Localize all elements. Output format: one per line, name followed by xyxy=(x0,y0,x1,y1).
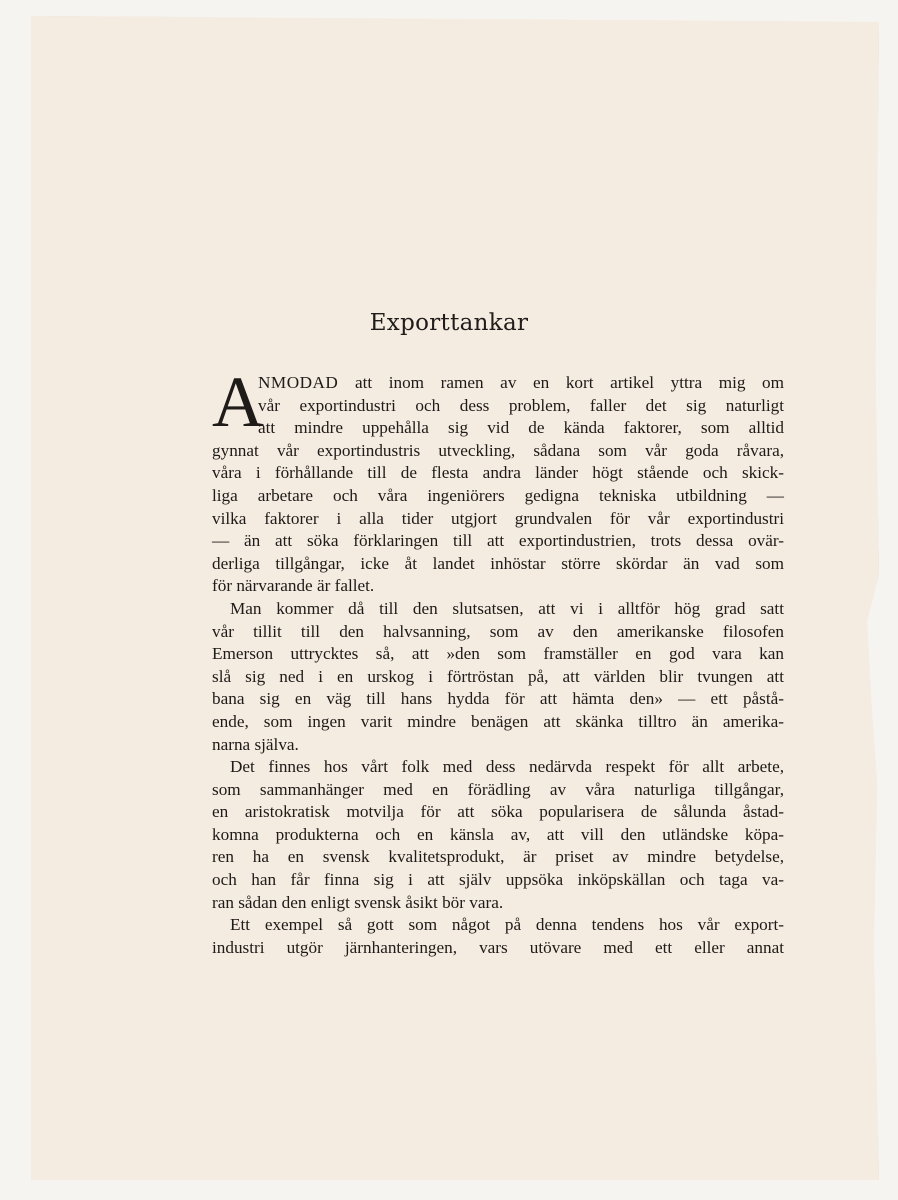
text-line: industri utgör järnhanteringen, vars utövare med ett eller annat xyxy=(212,937,784,957)
text-line: Emerson uttrycktes så, att »den som framställer en god vara kan xyxy=(212,644,784,664)
text-line: bana sig en väg till hans hydda för att hämta den» — ett påstå- xyxy=(212,689,784,709)
text-line: ran sådan den enligt svensk åsikt bör vara. xyxy=(212,892,504,912)
text-line: en aristokratisk motvilja för att söka popularisera de sålunda åstad- xyxy=(212,802,784,822)
text-line: Det finnes hos vårt folk med dess nedärvda respekt för allt arbete, xyxy=(230,757,784,777)
text-line: som sammanhänger med en förädling av våra naturliga tillgångar, xyxy=(212,779,784,799)
text-line: gynnat vår exportindustris utveckling, sådana som vår goda råvara, xyxy=(212,440,784,460)
text-line: slå sig ned i en urskog i förtröstan på, att världen blir tvungen att xyxy=(212,666,784,686)
text-line: och han får finna sig i att själv uppsöka inköpskällan och taga va- xyxy=(212,870,784,890)
text-line: narna själva. xyxy=(212,734,299,754)
text-line: Man kommer då till den slutsatsen, att vi i alltför hög grad satt xyxy=(230,598,784,618)
text-line: — än att söka förklaringen till att exportindustrien, trots dessa ovär- xyxy=(212,531,784,551)
text-line: NMODAD att inom ramen av en kort artikel yttra mig om xyxy=(258,373,784,392)
paragraph-3 xyxy=(212,756,784,914)
text-line: Ett exempel så gott som något på denna tendens hos vår export- xyxy=(230,915,784,935)
text-line: våra i förhållande till de flesta andra länder högt stående och skick- xyxy=(212,463,784,483)
text-line: för närvarande är fallet. xyxy=(212,576,375,596)
drop-cap: A xyxy=(212,362,264,442)
article-body xyxy=(212,362,784,959)
text-line: derliga tillgångar, icke åt landet inhöstar större skördar än vad som xyxy=(212,553,784,573)
text-line: vår exportindustri och dess problem, faller det sig naturligt xyxy=(258,395,784,415)
text-line: komna produkterna och en känsla av, att vill den utländske köpa- xyxy=(212,824,784,844)
paragraph-1 xyxy=(212,362,784,598)
text-line: att mindre uppehålla sig vid de kända faktorer, som alltid xyxy=(258,418,784,438)
text-line: ende, som ingen varit mindre benägen att skänka tilltro än amerika- xyxy=(212,711,784,731)
text-line: vilka faktorer i alla tider utgjort grundvalen för vår exportindustri xyxy=(212,508,784,528)
text-line: liga arbetare och våra ingeniörers gedigna tekniska utbildning — xyxy=(212,485,784,505)
text-line: ren ha en svensk kvalitetsprodukt, är priset av mindre betydelse, xyxy=(212,847,784,867)
page-title: Exporttankar xyxy=(369,310,529,336)
text-line: vår tillit till den halvsanning, som av den amerikanske filosofen xyxy=(212,621,784,641)
paragraph-2 xyxy=(212,598,784,756)
first-word: NMODAD xyxy=(258,373,339,392)
paragraph-4 xyxy=(212,914,784,959)
